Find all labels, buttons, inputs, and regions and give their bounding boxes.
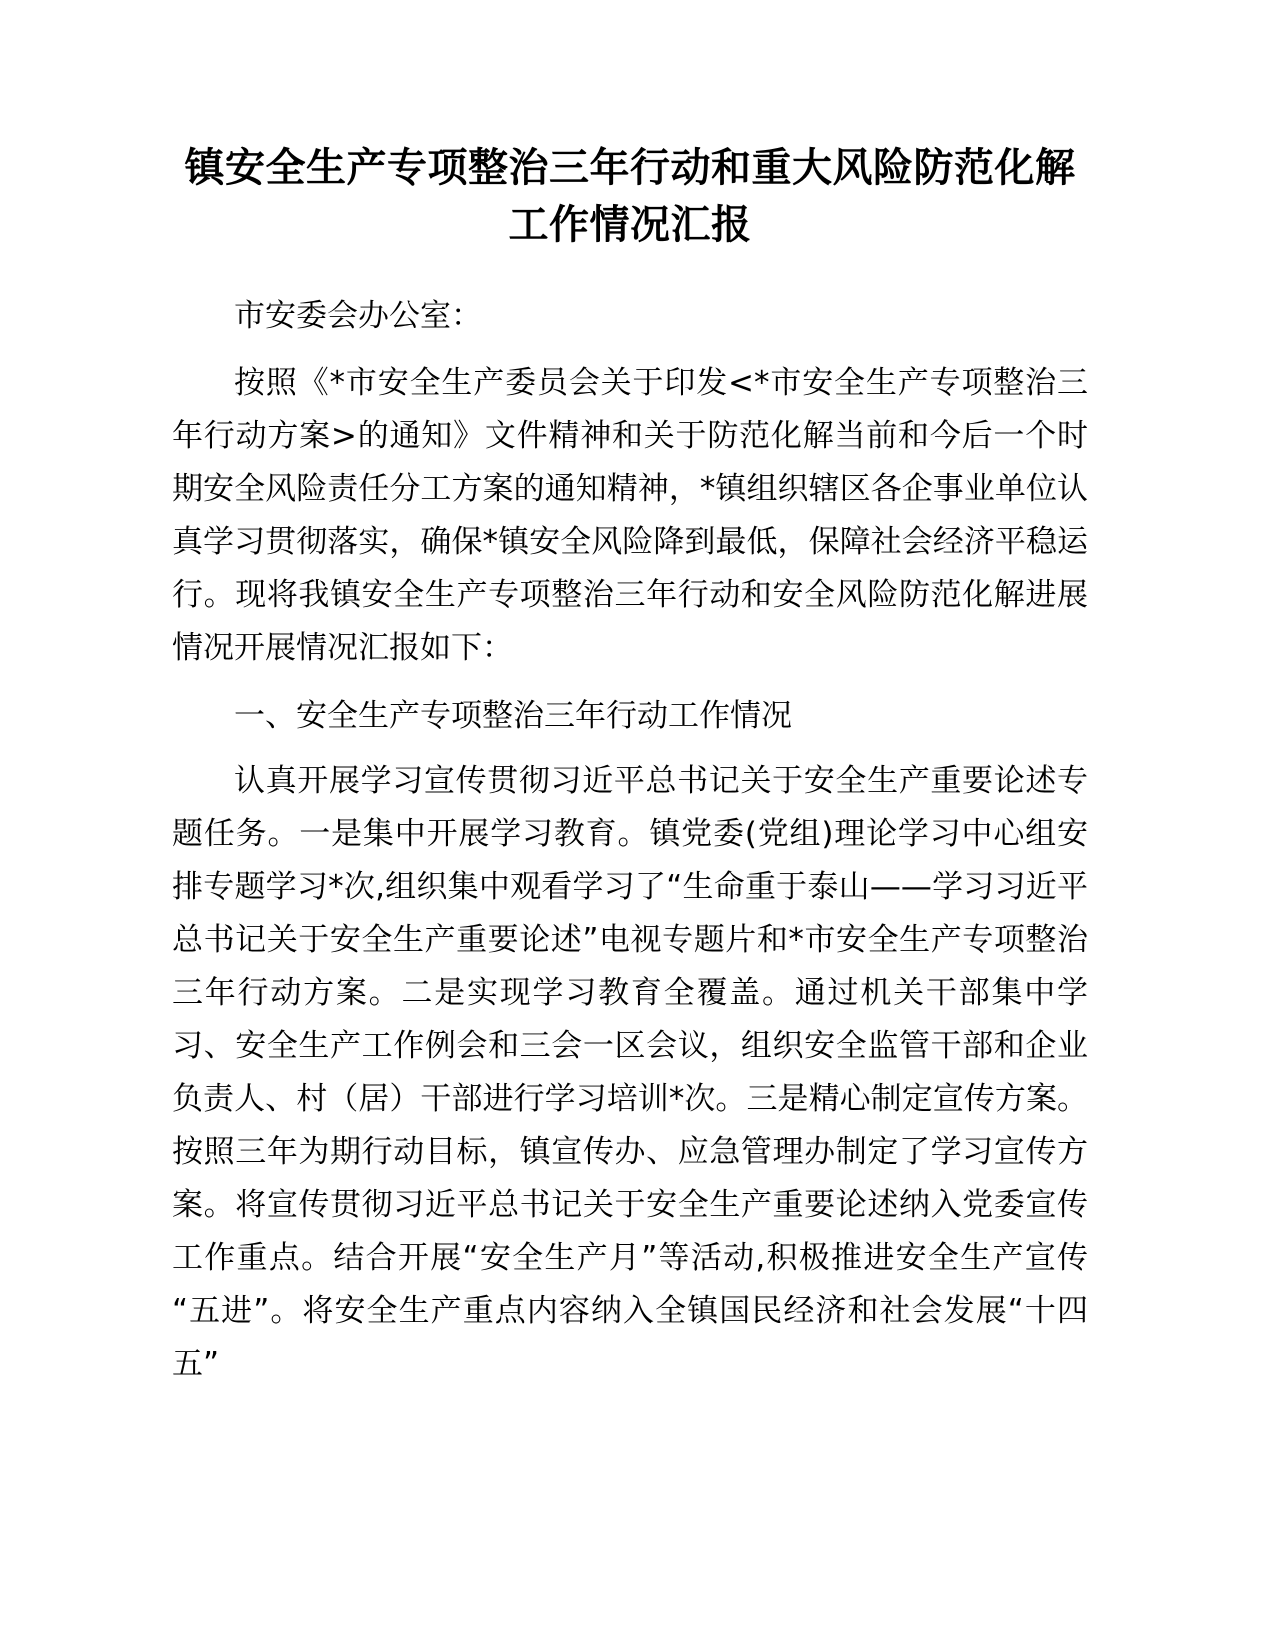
document-body: [172, 0, 1088, 1391]
section-heading-one: 一、安全生产专项整治三年行动工作情况: [234, 698, 792, 734]
page-title: 镇安全生产专项整治三年行动和重大风险防范化解工作情况汇报: [184, 145, 1076, 248]
paragraph-section-one-body: 认真开展学习宣传贯彻习近平总书记关于安全生产重要论述专题任务。一是集中开展学习教育。镇党委(党组)理论学习中心组安排专题学习*次,组织集中观看学习了“生命重于泰山——学习习近平总书记关于安全生产重要论述”电视专题片和*市安全生产专项整治三年行动方案。二是实现学习教育全覆盖。通过机关干部集中学习、安全生产工作例会和三会一区会议，组织安全监管干部和企业负责人、村（居）干部进行学习培训*次。三是精心制定宣传方案。按照三年为期行动目标，镇宣传办、应急管理办制定了学习宣传方案。将宣传贯彻习近平总书记关于安全生产重要论述纳入党委宣传工作重点。结合开展“安全生产月”等活动,积极推进安全生产宣传“五进”。将安全生产重点内容纳入全镇国民经济和社会发展“十四五”: [172, 763, 1088, 1382]
paragraph-intro: 按照《*市安全生产委员会关于印发<*市安全生产专项整治三年行动方案>的通知》文件精神和关于防范化解当前和今后一个时期安全风险责任分工方案的通知精神，*镇组织辖区各企事业单位认真学习贯彻落实，确保*镇安全风险降到最低，保障社会经济平稳运行。现将我镇安全生产专项整治三年行动和安全风险防范化解进展情况开展情况汇报如下：: [172, 365, 1088, 666]
salutation-line: 市安委会办公室：: [234, 298, 482, 334]
